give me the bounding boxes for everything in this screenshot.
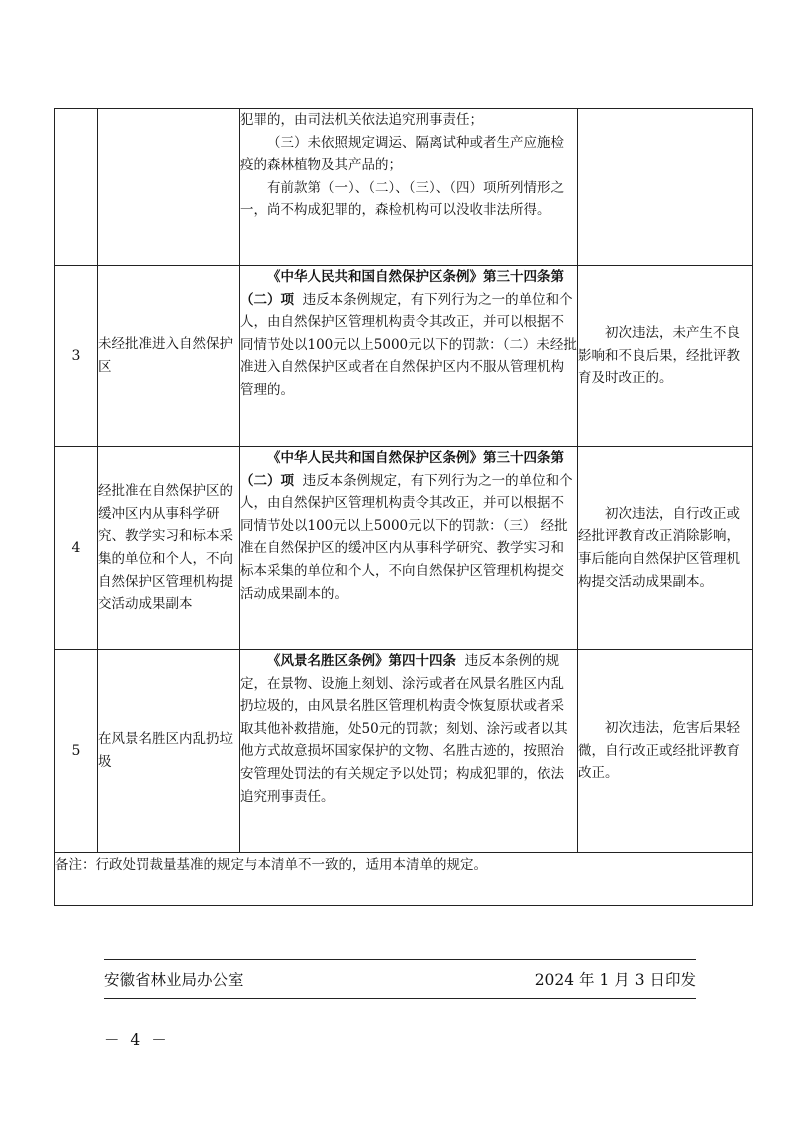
table-note: 备注：行政处罚裁量基准的规定与本清单不一致的，适用本清单的规定。: [55, 853, 753, 906]
issuer-name: 安徽省林业局办公室: [104, 971, 244, 989]
row-number: 5: [55, 650, 98, 853]
exemption-condition: 初次违法，未产生不良影响和不良后果，经批评教育及时改正的。: [578, 266, 753, 447]
issue-date: 2024 年 1 月 3 日印发: [534, 971, 696, 989]
exemption-condition: 初次违法，危害后果轻微，自行改正或经批评教育改正。: [578, 650, 753, 853]
basis-paragraph: 有前款第（一）、（二）、（三）、（四）项所列情形之一，尚不构成犯罪的，森检机构可以没收非法所得。: [240, 179, 564, 219]
legal-basis: [240, 447, 578, 650]
violation-item: 在风景名胜区内乱扔垃圾: [98, 650, 240, 853]
basis-law-title: 《中华人民共和国自然保护区条例》第三十四条第（二）项: [240, 269, 564, 308]
basis-text: 违反本条例规定，有下列行为之一的单位和个人，由自然保护区管理机构责令其改正，并可以根据不同情节处以100元以上5000元以下的罚款：（二）未经批准进入自然保护区或者在自然保护区内不服从管理机构管理的。: [240, 291, 577, 398]
basis-text: 违反本条例的规定，在景物、设施上刻划、涂污或者在风景名胜区内乱扔垃圾的，由风景名胜区管理机构责令恢复原状或者采取其他补救措施，处50元的罚款；刻划、涂污或者以其他方式故意损坏国家保护的文物、名胜古迹的，按照治安管理处罚法的有关规定予以处罚；构成犯罪的，依法追究刑事责任。: [240, 653, 568, 805]
violation-item: [98, 109, 240, 266]
exemption-condition: 初次违法，自行改正或经批评教育改正消除影响，事后能向自然保护区管理机构提交活动成果副本。: [578, 447, 753, 650]
table-note-row: [55, 853, 753, 906]
row-number: 3: [55, 266, 98, 447]
basis-law-title: 《风景名胜区条例》第四十四条: [267, 653, 456, 669]
basis-text: 违反本条例规定，有下列行为之一的单位和个人，由自然保护区管理机构责令其改正，并可以根据不同情节处以100元以上5000元以下的罚款：（三） 经批准在自然保护区的缓冲区内从事科学研究、教学实习和标本采集的单位和个人，不向自然保护区管理机构提交活动成果副本的。: [240, 472, 573, 602]
table-row: [55, 447, 753, 650]
row-number: [55, 109, 98, 266]
table-row: [55, 266, 753, 447]
issuance-footer: [104, 959, 696, 999]
row-number: 4: [55, 447, 98, 650]
table-row: [55, 109, 753, 266]
basis-paragraph: （三）未依照规定调运、隔离试种或者生产应施检疫的森林植物及其产品的；: [240, 134, 564, 174]
violation-item: 经批准在自然保护区的缓冲区内从事科学研究、教学实习和标本采集的单位和个人，不向自然保护区管理机构提交活动成果副本: [98, 447, 240, 650]
violation-item: 未经批准进入自然保护区: [98, 266, 240, 447]
legal-basis: [240, 266, 578, 447]
basis-law-title: 《中华人民共和国自然保护区条例》第三十四条第（二）项: [240, 450, 564, 489]
exemption-condition: [578, 109, 753, 266]
table-row: [55, 650, 753, 853]
legal-basis: [240, 109, 578, 266]
penalty-table: [54, 108, 753, 906]
legal-basis: [240, 650, 578, 853]
basis-paragraph: 犯罪的，由司法机关依法追究刑事责任；: [240, 112, 483, 128]
page-number: － 4 －: [104, 1031, 170, 1049]
